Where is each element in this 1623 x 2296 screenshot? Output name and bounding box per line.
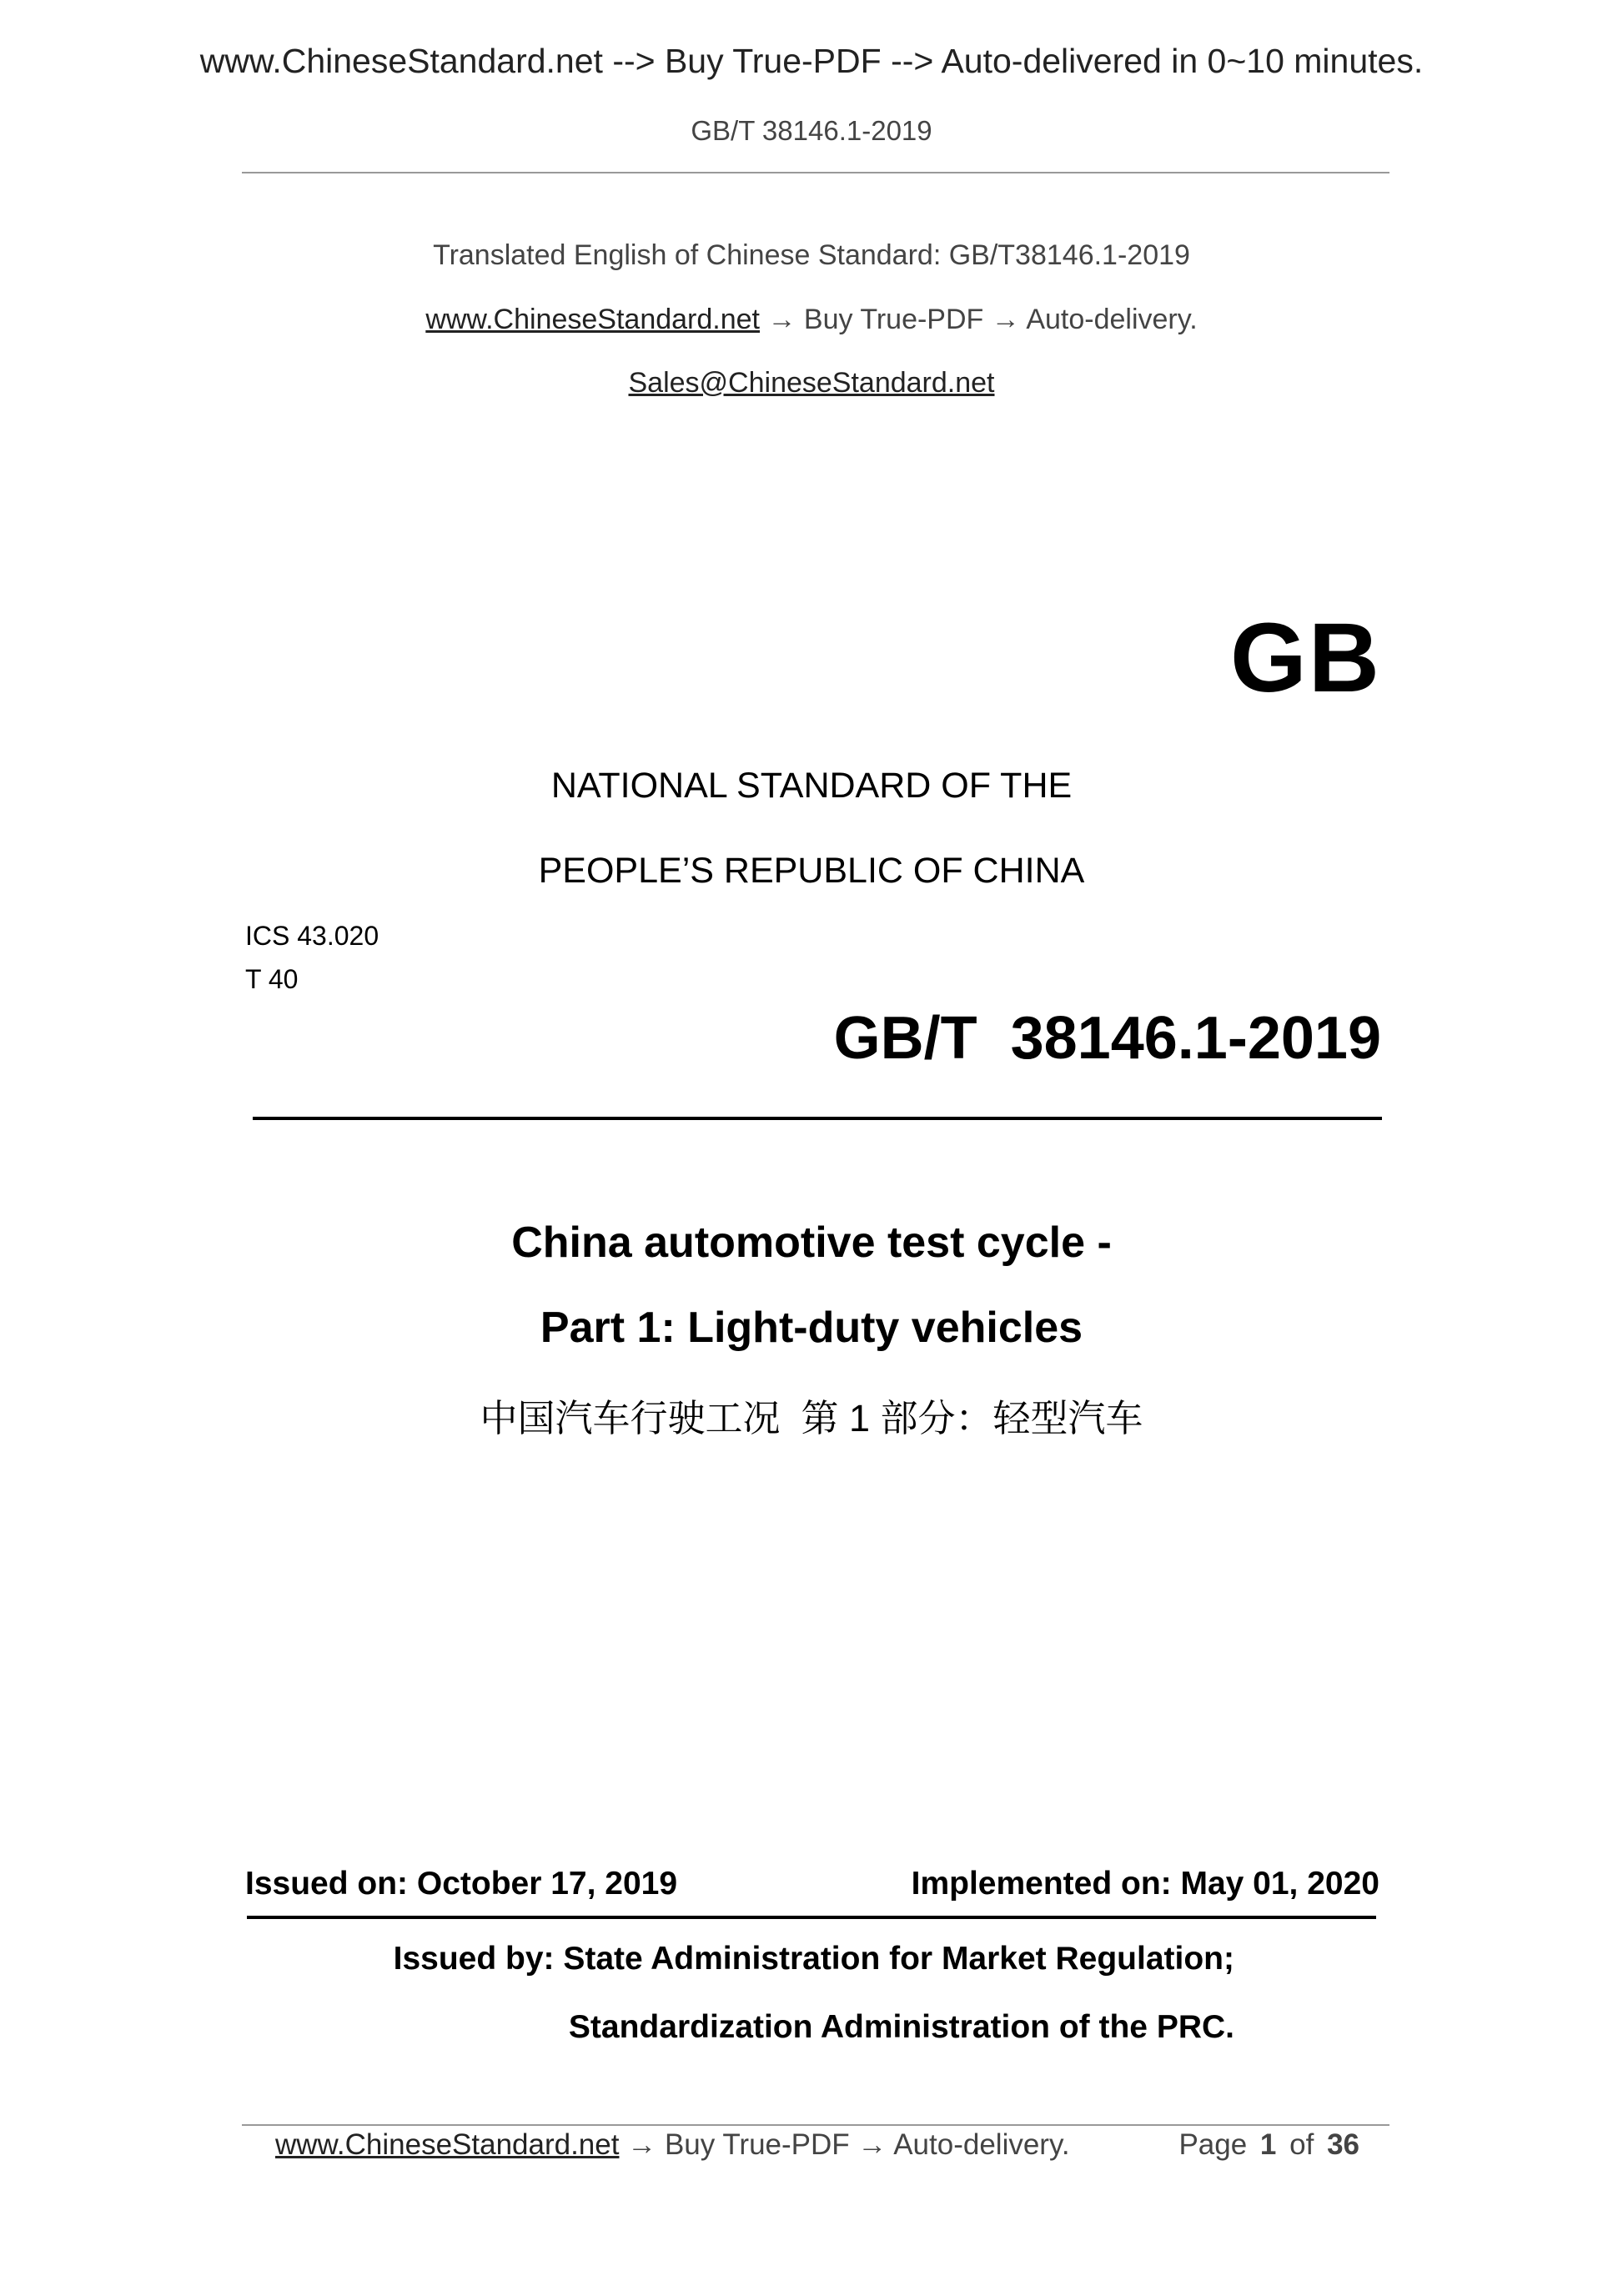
site-link[interactable]: www.ChineseStandard.net xyxy=(425,304,760,335)
standard-number-divider xyxy=(253,1117,1382,1120)
title-line1: China automotive test cycle - xyxy=(511,1218,1112,1267)
arrow-right-icon: → xyxy=(857,2128,887,2161)
email-link[interactable]: Sales@ChineseStandard.net xyxy=(628,367,995,399)
arrow-right-icon: → xyxy=(627,2128,657,2161)
implemented-on: Implemented on: May 01, 2020 xyxy=(911,1866,1379,1902)
issued-on: Issued on: October 17, 2019 xyxy=(245,1866,678,1902)
gb-mark: GB xyxy=(1230,603,1381,713)
page-number: 1 xyxy=(1259,2128,1277,2161)
footer-buy-line xyxy=(275,2128,1070,2162)
national-standard-line1: NATIONAL STANDARD OF THE xyxy=(550,766,1073,806)
email-line xyxy=(0,367,1623,399)
standard-number: GB/T 38146.1-2019 xyxy=(833,1005,1381,1072)
footer-auto-delivery-text: Auto-delivery. xyxy=(893,2128,1070,2161)
classification-code: T 40 xyxy=(245,964,299,994)
page-label: Page xyxy=(1178,2128,1248,2161)
footer-buy-text: Buy True-PDF xyxy=(664,2128,850,2161)
title-chinese: 中国汽车行驶工况 第 1 部分：轻型汽车 xyxy=(480,1397,1143,1439)
page-total: 36 xyxy=(1327,2128,1359,2161)
top-banner: www.ChineseStandard.net --> Buy True-PDF --> Auto-delivered in 0~10 minutes. xyxy=(199,42,1424,80)
buy-text: Buy True-PDF xyxy=(803,304,984,335)
issue-divider xyxy=(247,1916,1376,1919)
translation-buy-line xyxy=(0,304,1623,336)
auto-delivery-text: Auto-delivery. xyxy=(1026,304,1198,335)
issued-by-line2: Standardization Administration of the PRC. xyxy=(568,2009,1234,2045)
of-label: of xyxy=(1289,2128,1314,2161)
ics-code: ICS 43.020 xyxy=(245,921,379,951)
national-standard-line2: PEOPLE’S REPUBLIC OF CHINA xyxy=(538,851,1085,891)
arrow-right-icon: → xyxy=(991,304,1020,335)
running-header: GB/T 38146.1-2019 xyxy=(691,115,932,146)
footer-divider xyxy=(242,2124,1389,2126)
header-divider xyxy=(242,172,1389,173)
page-counter xyxy=(1178,2128,1359,2162)
title-line2: Part 1: Light-duty vehicles xyxy=(540,1304,1083,1352)
translation-title: Translated English of Chinese Standard: GB/T38146.1-2019 xyxy=(433,239,1190,271)
arrow-right-icon: → xyxy=(767,304,796,335)
issued-by-line1: Issued by: State Administration for Market Regulation; xyxy=(393,1941,1234,1977)
footer-site-link[interactable]: www.ChineseStandard.net xyxy=(275,2128,620,2161)
